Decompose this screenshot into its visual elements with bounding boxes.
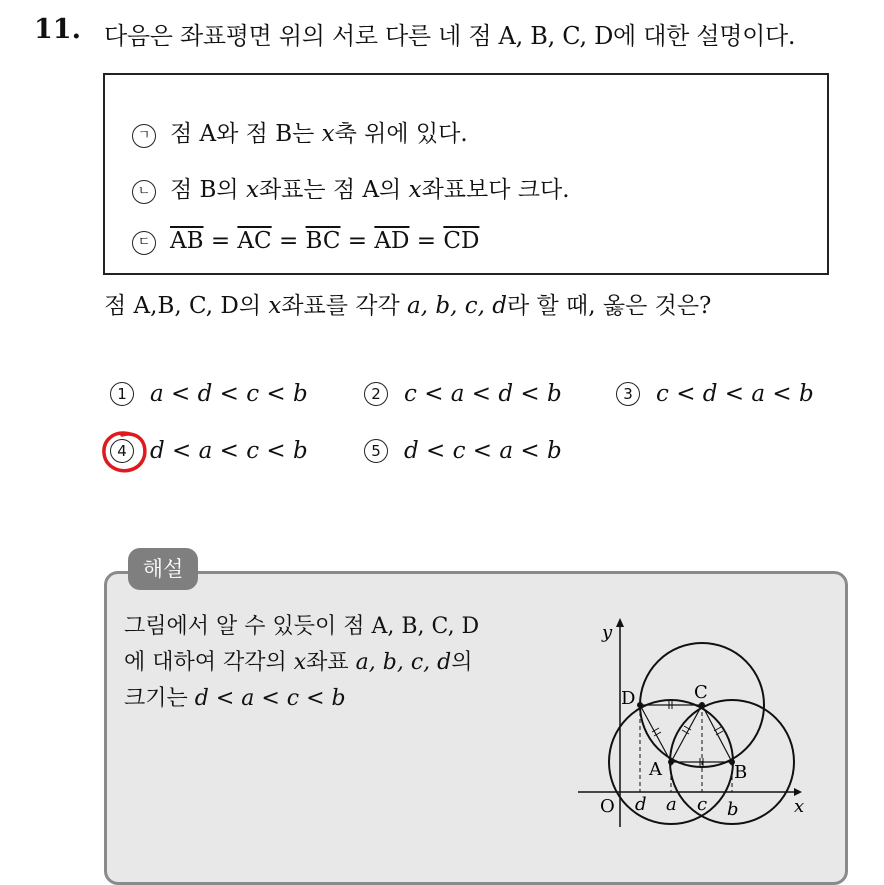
choice-4[interactable]: 4 d < a < c < b [110,438,308,464]
label-d: d [635,794,647,815]
condition-mark: ㄱ [132,124,156,148]
condition-mark: ㄴ [132,180,156,204]
segment: $\overline{CD}$ [443,228,480,254]
point-D [637,702,643,708]
label-b: b [727,799,739,820]
choice-2[interactable]: 2 c < a < d < b [364,381,562,407]
y-axis-arrow [616,618,624,627]
label-D: D [621,688,636,709]
question-number: 11. [34,14,81,45]
answer-mark-circle [100,428,152,476]
choice-number: 2 [364,382,388,406]
label-A: A [649,759,662,780]
explanation-tag: 해설 [128,548,198,590]
condition-mark: ㄷ [132,231,156,255]
label-a: a [666,794,677,815]
choice-number: 5 [364,439,388,463]
choice-number: 4 [110,439,134,463]
label-O: O [600,796,615,817]
segment: $\overline{AB}$ [170,228,204,254]
point-A [668,759,674,765]
choice-number: 1 [110,382,134,406]
coordinate-diagram [570,612,820,832]
segment-AC [671,705,702,762]
segment: $\overline{AC}$ [237,228,272,254]
explanation-text: 그림에서 알 수 있듯이 점 A, B, C, D 에 대하여 각각의 x좌표 a, b, c, d의 크기는 d < a < c < b [124,614,480,711]
segment: $\overline{AD}$ [374,228,410,254]
segment: $\overline{BC}$ [305,228,341,254]
question-ask: 점 A,B, C, D의 x좌표를 각각 a, b, c, d라 할 때, 옳은 것은? [104,293,712,319]
condition-2: ㄴ 점 B의 x좌표는 점 A의 x좌표보다 크다. [132,171,570,204]
choice-5[interactable]: 5 d < c < a < b [364,438,562,464]
segment-CB [702,705,732,762]
question-stem: 다음은 좌표평면 위의 서로 다른 네 점 A, B, C, D에 대한 설명이다. [104,22,796,50]
choice-1[interactable]: 1 a < d < c < b [110,381,308,407]
label-x: x [794,796,805,817]
label-y: y [602,622,613,643]
choice-3[interactable]: 3 c < d < a < b [616,381,814,407]
condition-3: ㄷ $\overline{AB} = \overline{AC} = \overline{BC} = \overline{AD} = \overline{CD}$ [132,228,479,255]
label-B: B [734,762,748,783]
condition-1: ㄱ 점 A와 점 B는 x축 위에 있다. [132,115,468,148]
choice-number: 3 [616,382,640,406]
x-axis-arrow [794,788,802,796]
label-C: C [694,682,708,703]
label-c: c [697,794,708,815]
segment-DA [640,705,671,762]
